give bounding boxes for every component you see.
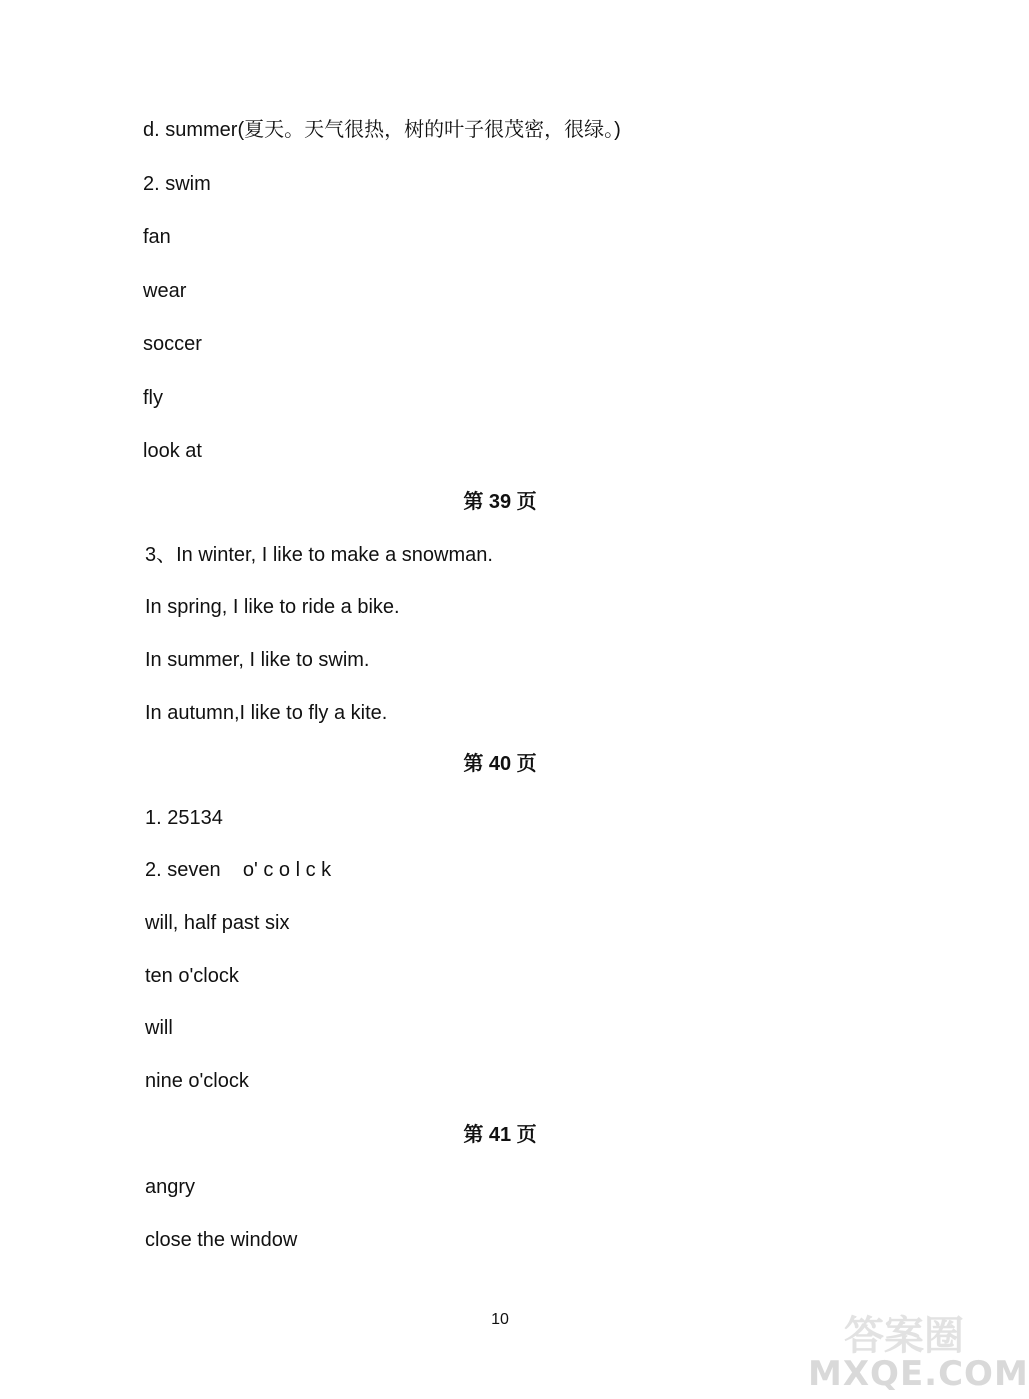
watermark-logo-icon: 答案圈 xyxy=(844,1313,964,1359)
answer-line-wear: wear xyxy=(143,280,187,302)
answer-line-will: will xyxy=(145,1017,173,1039)
answer-line-nine-oclock: nine o'clock xyxy=(145,1070,249,1092)
watermark-site-text: MXQE.COM xyxy=(808,1354,1029,1394)
answer-line-fly: fly xyxy=(143,387,163,409)
answer-line-order: 1. 25134 xyxy=(145,807,223,829)
answer-line-summer: d. summer(夏天。天气很热，树的叶子很茂密，很绿。) xyxy=(143,119,621,141)
answer-line-look-at: look at xyxy=(143,440,202,462)
answer-line-swim: 2. swim xyxy=(143,173,211,195)
page-heading-41: 第 41 页 xyxy=(463,1124,537,1146)
answer-line-close-window: close the window xyxy=(145,1229,298,1251)
page-heading-39: 第 39 页 xyxy=(463,491,537,513)
answer-line-seven: 2. seven o' c o l c k xyxy=(145,859,332,881)
answer-line-summer-swim: In summer, I like to swim. xyxy=(145,649,370,671)
answer-line-winter: 3、In winter, I like to make a snowman. xyxy=(145,544,493,566)
answer-line-angry: angry xyxy=(145,1176,196,1198)
answer-line-soccer: soccer xyxy=(143,333,202,355)
answer-line-autumn: In autumn,I like to fly a kite. xyxy=(145,702,388,724)
answer-line-spring: In spring, I like to ride a bike. xyxy=(145,596,400,618)
watermark xyxy=(808,1300,1029,1399)
answer-line-ten-oclock: ten o'clock xyxy=(145,965,239,987)
answer-line-half-past-six: will, half past six xyxy=(145,912,290,934)
answer-line-fan: fan xyxy=(143,226,171,248)
page-number: 10 xyxy=(491,1311,509,1328)
page-heading-40: 第 40 页 xyxy=(463,753,537,775)
